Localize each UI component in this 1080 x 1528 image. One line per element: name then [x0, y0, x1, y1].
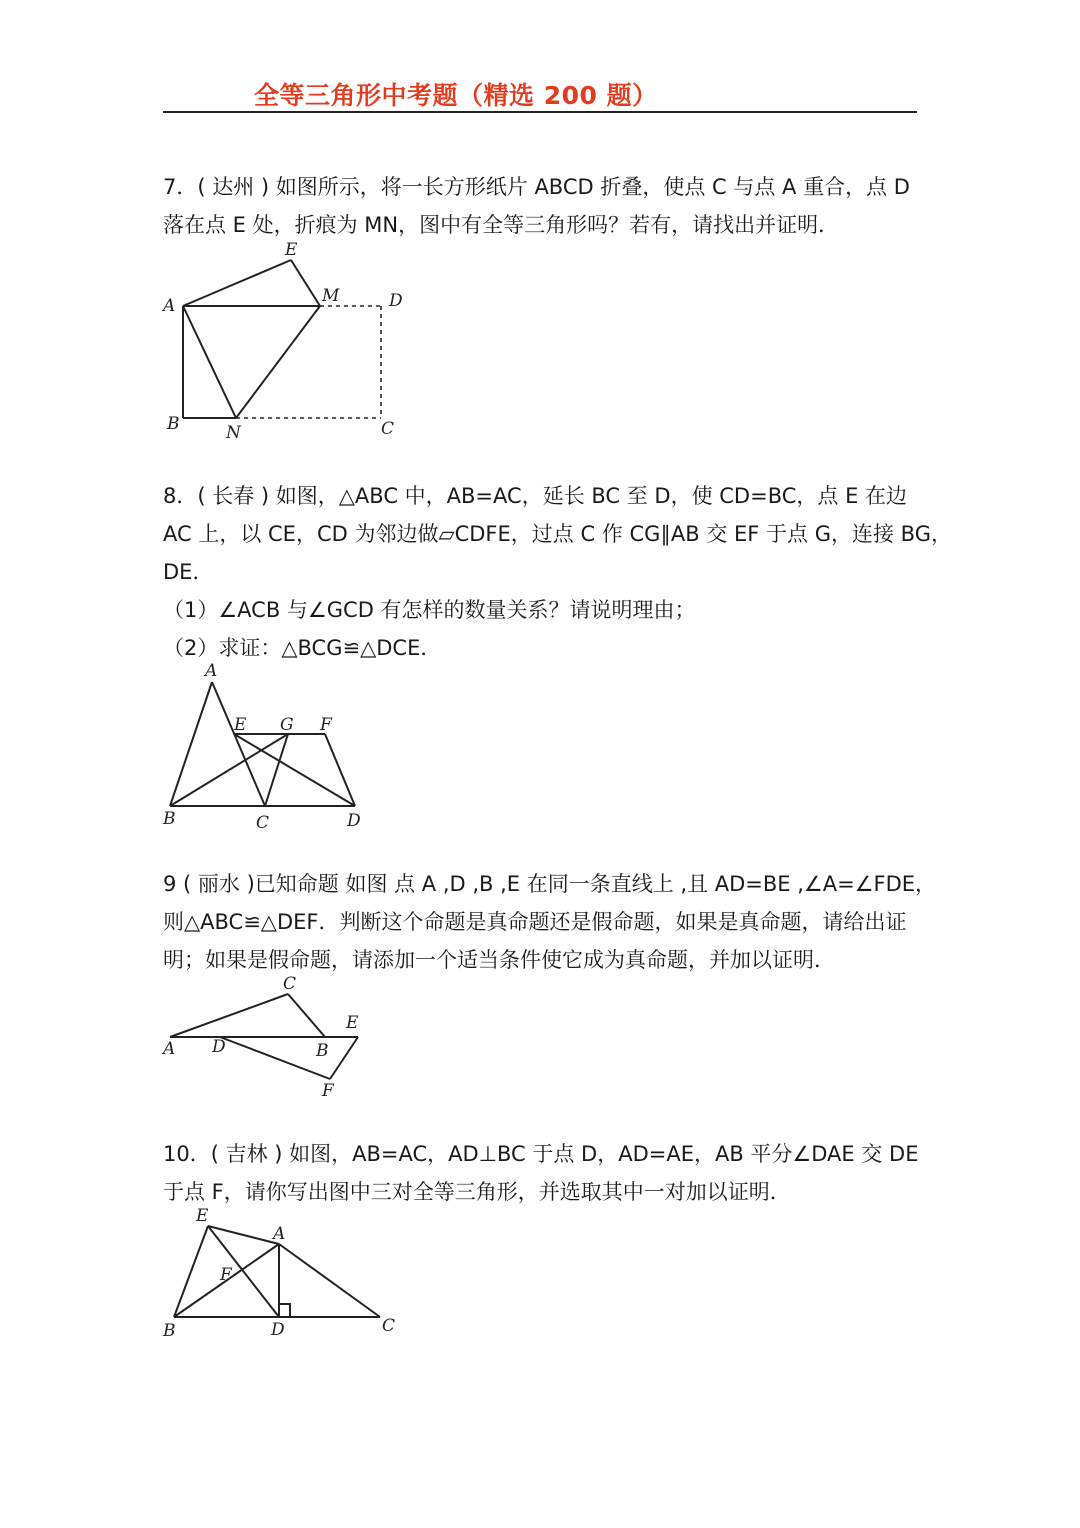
fig10-label-F: F — [220, 1265, 232, 1285]
fig10-segment-AC — [279, 1244, 380, 1317]
fig7-label-M: M — [322, 286, 340, 306]
fig9-label-B: B — [316, 1041, 329, 1061]
fig7-segment-AN — [183, 306, 236, 418]
fig10-segment-EA — [208, 1226, 279, 1244]
problem-10-line: 于点 F，请你写出图中三对全等三角形，并选取其中一对加以证明． — [163, 1180, 791, 1204]
problem-9-line: 明；如果是假命题，请添加一个适当条件使它成为真命题，并加以证明． — [163, 948, 835, 972]
problem-7-text — [163, 168, 923, 244]
fig7-label-B: B — [167, 414, 180, 434]
fig10-segment-EB — [174, 1226, 208, 1317]
fig7-label-N: N — [226, 423, 241, 443]
fig8-label-A: A — [205, 661, 218, 681]
problem-9-figure — [150, 970, 380, 1100]
fig9-segment-CB — [288, 994, 325, 1037]
problem-9-line: 9 ( 丽水 )已知命题 如图 点 A ,D ,B ,E 在同一条直线上 ,且 AD=BE ,∠A=∠FDE， — [163, 872, 937, 896]
problem-8-text — [163, 477, 952, 667]
fig7-label-C: C — [381, 419, 395, 439]
problem-8-line: DE． — [163, 560, 214, 584]
fig9-segment-EF — [330, 1037, 358, 1079]
problem-10-figure — [150, 1200, 410, 1350]
fig9-label-D: D — [212, 1037, 226, 1057]
header-divider — [163, 111, 917, 113]
fig7-label-D: D — [389, 291, 403, 311]
problem-7-figure — [150, 235, 420, 450]
fig8-segment-BG — [170, 734, 288, 806]
fig10-right-angle-mark — [279, 1304, 290, 1317]
fig7-segment-AE — [183, 260, 291, 306]
fig10-label-C: C — [382, 1316, 396, 1336]
fig8-segment-AC — [212, 682, 265, 806]
fig10-label-A: A — [273, 1224, 286, 1244]
fig8-label-C: C — [256, 813, 270, 833]
fig7-label-A: A — [163, 296, 176, 316]
fig10-label-D: D — [271, 1320, 285, 1340]
fig8-label-B: B — [163, 809, 176, 829]
fig8-segment-DE — [234, 734, 355, 806]
fig9-label-A: A — [163, 1039, 176, 1059]
fig7-segment-MN — [236, 306, 320, 418]
fig9-segment-AC — [170, 994, 288, 1037]
fig8-segment-FD — [325, 734, 355, 806]
problem-7-line: 落在点 E 处，折痕为 MN，图中有全等三角形吗？若有，请找出并证明． — [163, 213, 840, 237]
fig10-segment-ED — [208, 1226, 279, 1317]
problem-8-line: AC 上，以 CE，CD 为邻边做▱CDFE，过点 C 作 CG∥AB 交 EF 于点 G，连接 BG， — [163, 522, 952, 546]
problem-9-line: 则△ABC≌△DEF．判断这个命题是真命题还是假命题，如果是真命题，请给出证 — [163, 910, 907, 934]
fig10-label-E: E — [196, 1206, 209, 1226]
fig7-label-E: E — [285, 240, 298, 260]
fig9-label-C: C — [283, 974, 297, 994]
problem-8-line: 8．( 长春 ) 如图，△ABC 中，AB=AC，延长 BC 至 D，使 CD=BC，点 E 在边 — [163, 484, 908, 508]
problem-7-line: 7．( 达州 ) 如图所示，将一长方形纸片 ABCD 折叠，使点 C 与点 A 重合，点 D — [163, 175, 910, 199]
fig9-label-F: F — [322, 1081, 334, 1101]
fig8-label-G: G — [280, 715, 294, 735]
fig9-segment-DF — [220, 1037, 330, 1079]
problem-8-line: （2）求证：△BCG≌△DCE． — [163, 636, 442, 660]
fig10-label-B: B — [163, 1321, 176, 1341]
fig8-segment-AB — [170, 682, 212, 806]
problem-9-text — [163, 865, 937, 979]
page-header-title: 全等三角形中考题（精选 200 题） — [254, 81, 658, 110]
fig8-label-E: E — [234, 715, 247, 735]
problem-10-line: 10．( 吉林 ) 如图，AB=AC，AD⊥BC 于点 D，AD=AE，AB 平分∠DAE 交 DE — [163, 1142, 919, 1166]
problem-8-line: （1）∠ACB 与∠GCD 有怎样的数量关系？请说明理由； — [163, 598, 696, 622]
fig7-segment-EM — [291, 260, 320, 306]
problem-8-figure — [150, 660, 380, 835]
fig8-label-F: F — [320, 715, 332, 735]
fig8-label-D: D — [347, 811, 361, 831]
fig9-label-E: E — [346, 1013, 359, 1033]
